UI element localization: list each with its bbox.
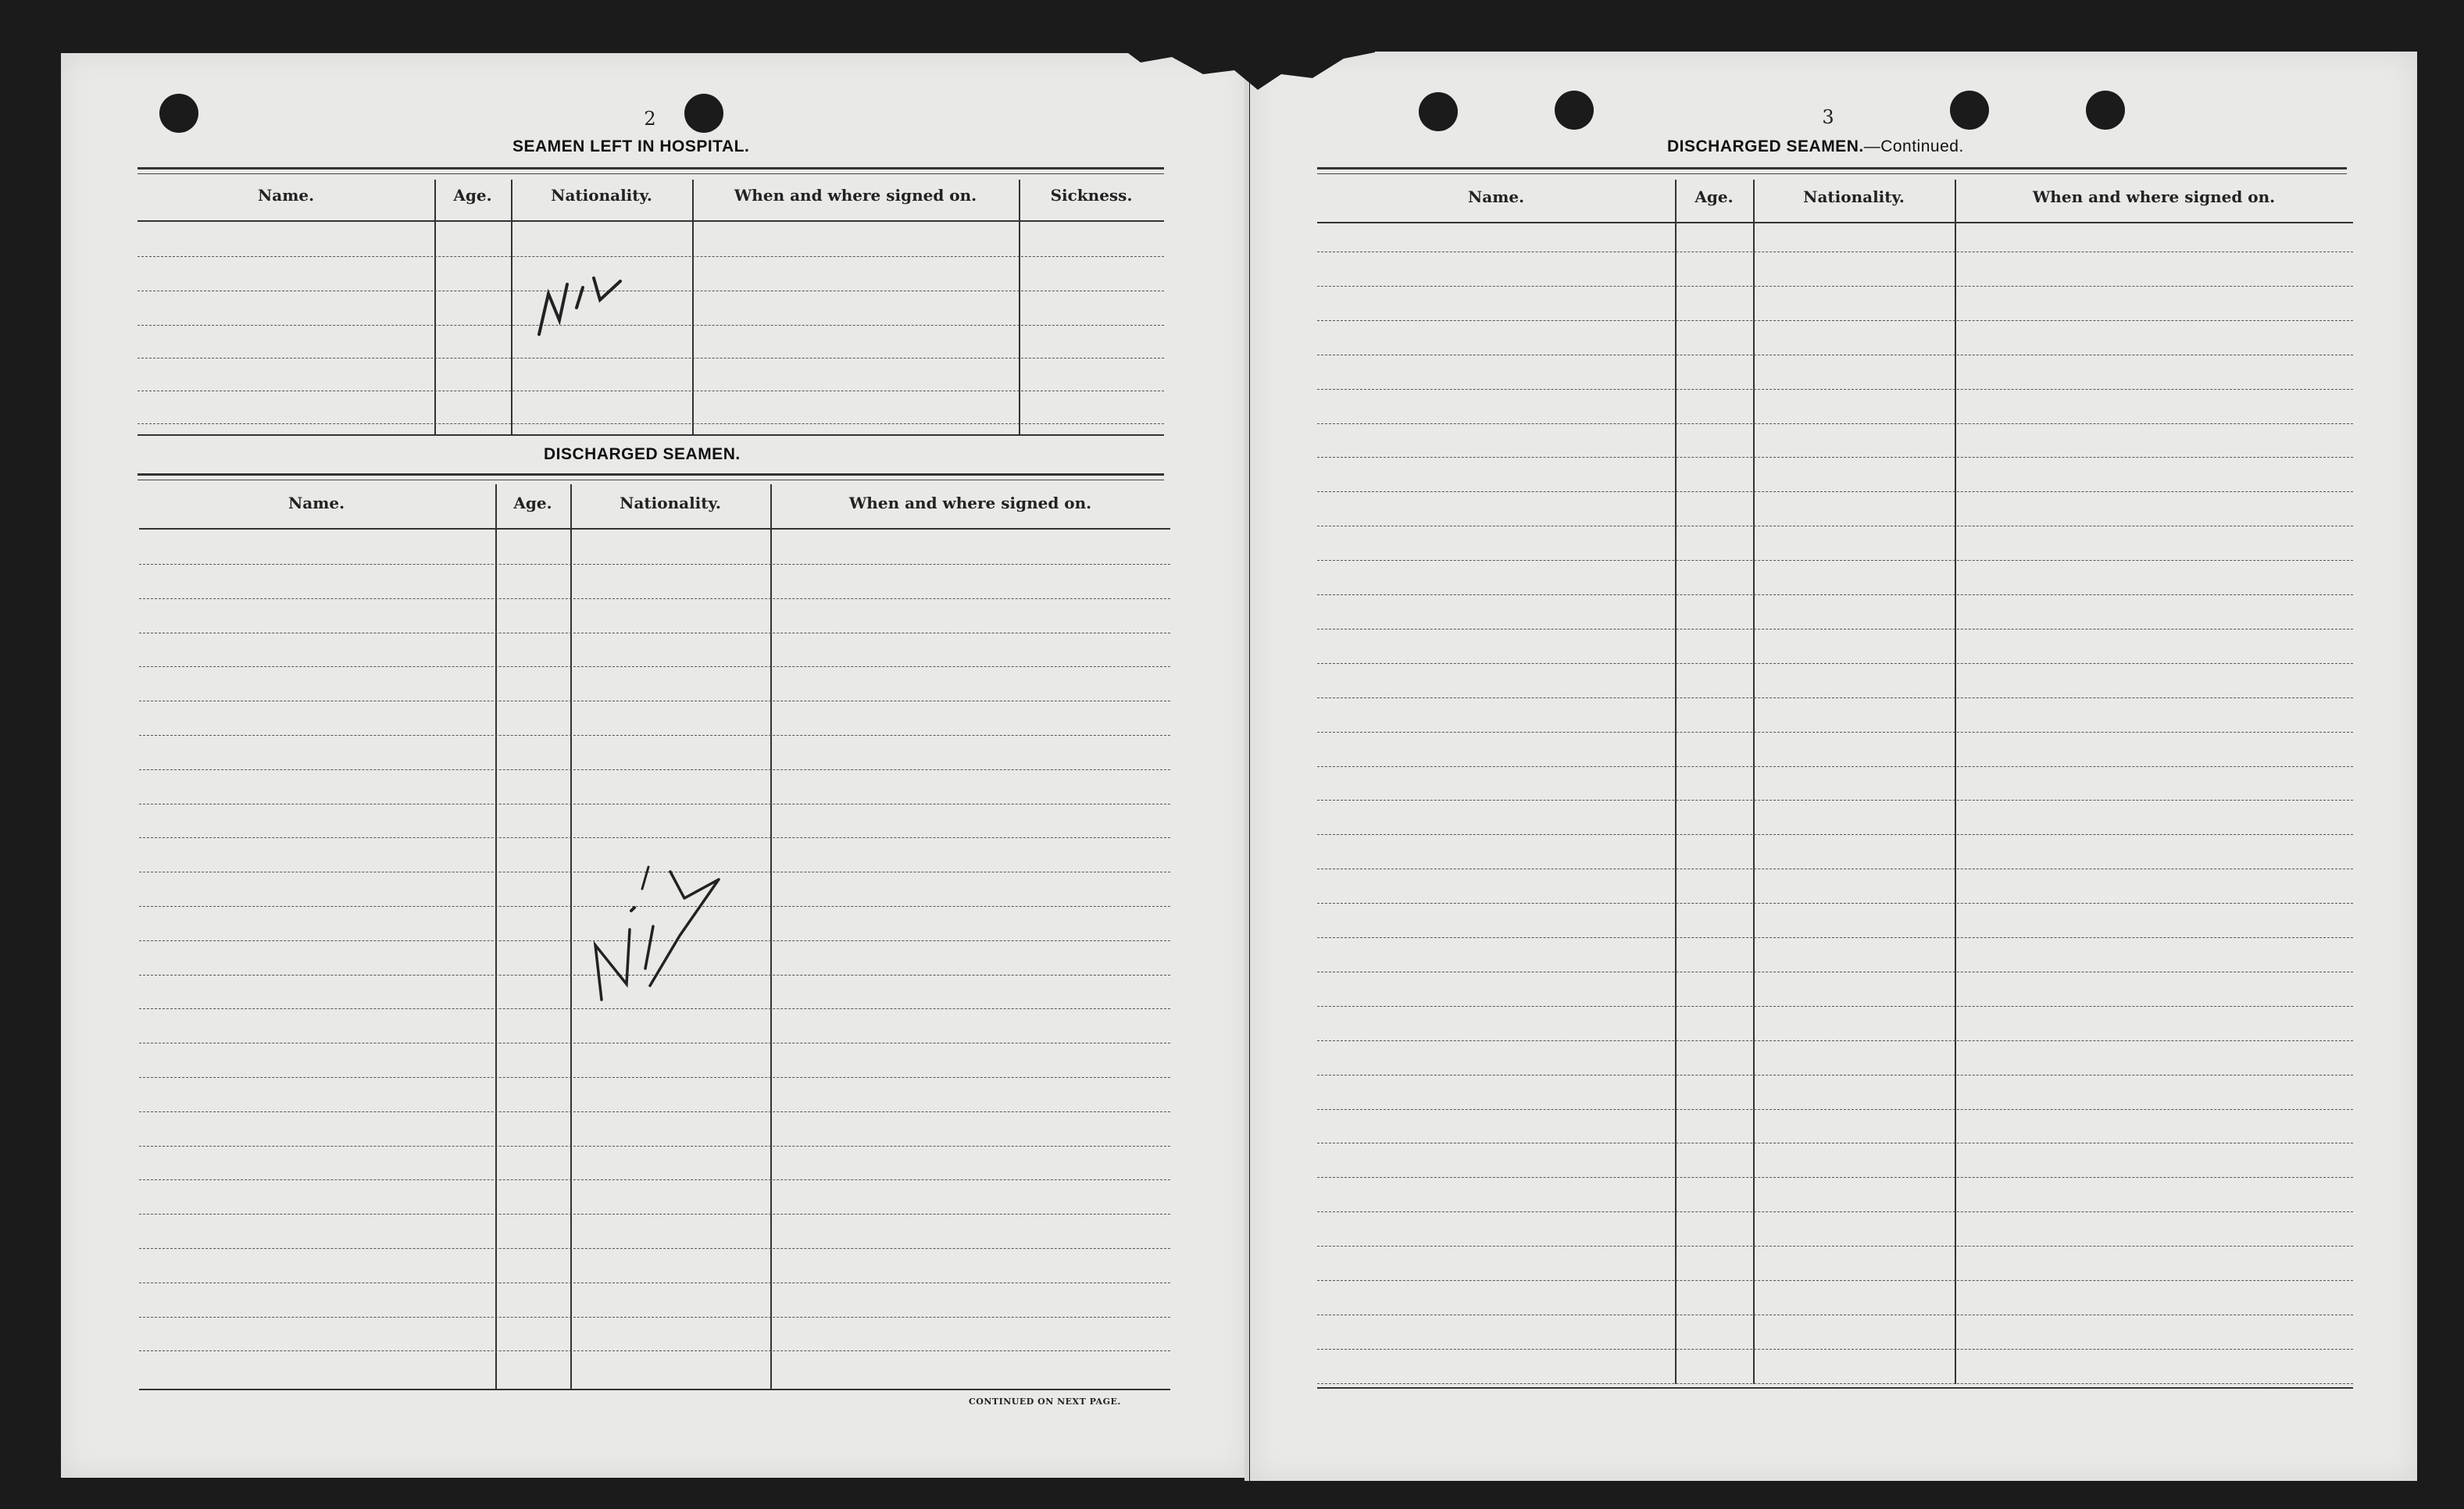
entry-line (1317, 423, 2353, 424)
entry-line (1317, 663, 2353, 664)
torn-edge (1125, 43, 1375, 105)
table-bottom-rule (139, 1389, 1170, 1390)
entry-line (139, 1146, 1170, 1147)
punch-hole (1555, 91, 1594, 130)
entry-line (1317, 560, 2353, 561)
entry-line (1317, 251, 2353, 252)
entry-line (1317, 1280, 2353, 1281)
column-divider (434, 180, 436, 436)
entry-line (1317, 1383, 2353, 1384)
entry-line (1317, 457, 2353, 458)
entry-line (137, 423, 1164, 424)
column-divider (511, 180, 512, 436)
entry-line (139, 598, 1170, 599)
header-underline (137, 220, 1164, 222)
entry-line (137, 325, 1164, 326)
page-number-right: 3 (1822, 106, 1834, 128)
right-title-text: DISCHARGED SEAMEN. (1667, 137, 1864, 155)
entry-line (139, 769, 1170, 770)
entry-line (139, 1008, 1170, 1009)
right-section-title (1667, 137, 1964, 156)
column-header-nationality: Nationality. (1803, 187, 1905, 206)
column-header-age: Age. (453, 186, 492, 205)
entry-line (139, 1317, 1170, 1318)
column-header-nationality: Nationality. (620, 494, 721, 512)
punch-hole (2086, 91, 2125, 130)
punch-hole (159, 94, 198, 133)
entry-line (1317, 1075, 2353, 1076)
entry-line (1317, 320, 2353, 321)
column-header-signed-on: When and where signed on. (734, 186, 977, 205)
column-divider (770, 484, 772, 1389)
entry-line (1317, 697, 2353, 698)
continued-note: CONTINUED ON NEXT PAGE. (969, 1397, 1121, 1407)
punch-hole (684, 94, 723, 133)
entry-line (1317, 1211, 2353, 1212)
column-header-name: Name. (1467, 187, 1525, 206)
entry-line (1317, 1006, 2353, 1007)
column-header-signed-on: When and where signed on. (2032, 187, 2276, 206)
entry-line (1317, 1177, 2353, 1178)
column-header-signed-on: When and where signed on. (848, 494, 1092, 512)
entry-line (1317, 629, 2353, 630)
entry-line (139, 666, 1170, 667)
handwritten-nil-signature (528, 266, 630, 344)
entry-line (139, 564, 1170, 565)
entry-line (1317, 903, 2353, 904)
column-divider (1955, 180, 1956, 1384)
column-divider (570, 484, 572, 1389)
punch-hole (1419, 92, 1458, 131)
entry-line (139, 1111, 1170, 1112)
page-fold (1244, 52, 1249, 1481)
entry-line (1317, 937, 2353, 938)
entry-line (139, 1248, 1170, 1249)
double-rule (137, 473, 1164, 476)
entry-line (1317, 389, 2353, 390)
double-rule (1317, 167, 2347, 169)
entry-line (137, 256, 1164, 257)
hospital-table (137, 180, 1164, 437)
column-header-age: Age. (1694, 187, 1734, 206)
entry-line (1317, 1246, 2353, 1247)
column-divider (1753, 180, 1755, 1384)
header-underline (1317, 222, 2353, 223)
double-rule (137, 173, 1164, 174)
page-number-left: 2 (644, 108, 656, 130)
entry-line (1317, 286, 2353, 287)
entry-line (1317, 1349, 2353, 1350)
right-title-suffix: —Continued. (1863, 137, 1964, 155)
entry-line (139, 735, 1170, 736)
entry-line (139, 1179, 1170, 1180)
header-underline (139, 528, 1170, 530)
column-header-age: Age. (513, 494, 552, 512)
column-header-nationality: Nationality. (551, 186, 652, 205)
entry-line (139, 1350, 1170, 1351)
double-rule (1317, 173, 2347, 174)
entry-line (137, 358, 1164, 359)
entry-line (139, 837, 1170, 838)
entry-line (1317, 732, 2353, 733)
column-header-sickness: Sickness. (1050, 186, 1133, 205)
entry-line (1317, 491, 2353, 492)
discharged-section-title: DISCHARGED SEAMEN. (544, 445, 741, 463)
entry-line (139, 1077, 1170, 1078)
table-bottom-rule (1317, 1387, 2353, 1389)
entry-line (1317, 1040, 2353, 1041)
column-header-name: Name. (257, 186, 315, 205)
column-divider (1675, 180, 1677, 1384)
entry-line (139, 1282, 1170, 1283)
entry-line (1317, 1109, 2353, 1110)
column-divider (692, 180, 694, 436)
entry-line (1317, 766, 2353, 767)
entry-line (1317, 800, 2353, 801)
entry-line (139, 1214, 1170, 1215)
discharged-table-right (1317, 180, 2353, 1392)
table-bottom-rule (137, 434, 1164, 436)
handwritten-nil-signature (578, 851, 734, 1008)
double-rule (137, 167, 1164, 169)
column-header-name: Name. (287, 494, 345, 512)
column-divider (495, 484, 497, 1389)
punch-hole (1950, 91, 1989, 130)
entry-line (1317, 834, 2353, 835)
column-divider (1019, 180, 1020, 436)
hospital-section-title: SEAMEN LEFT IN HOSPITAL. (512, 137, 750, 155)
entry-line (1317, 594, 2353, 595)
